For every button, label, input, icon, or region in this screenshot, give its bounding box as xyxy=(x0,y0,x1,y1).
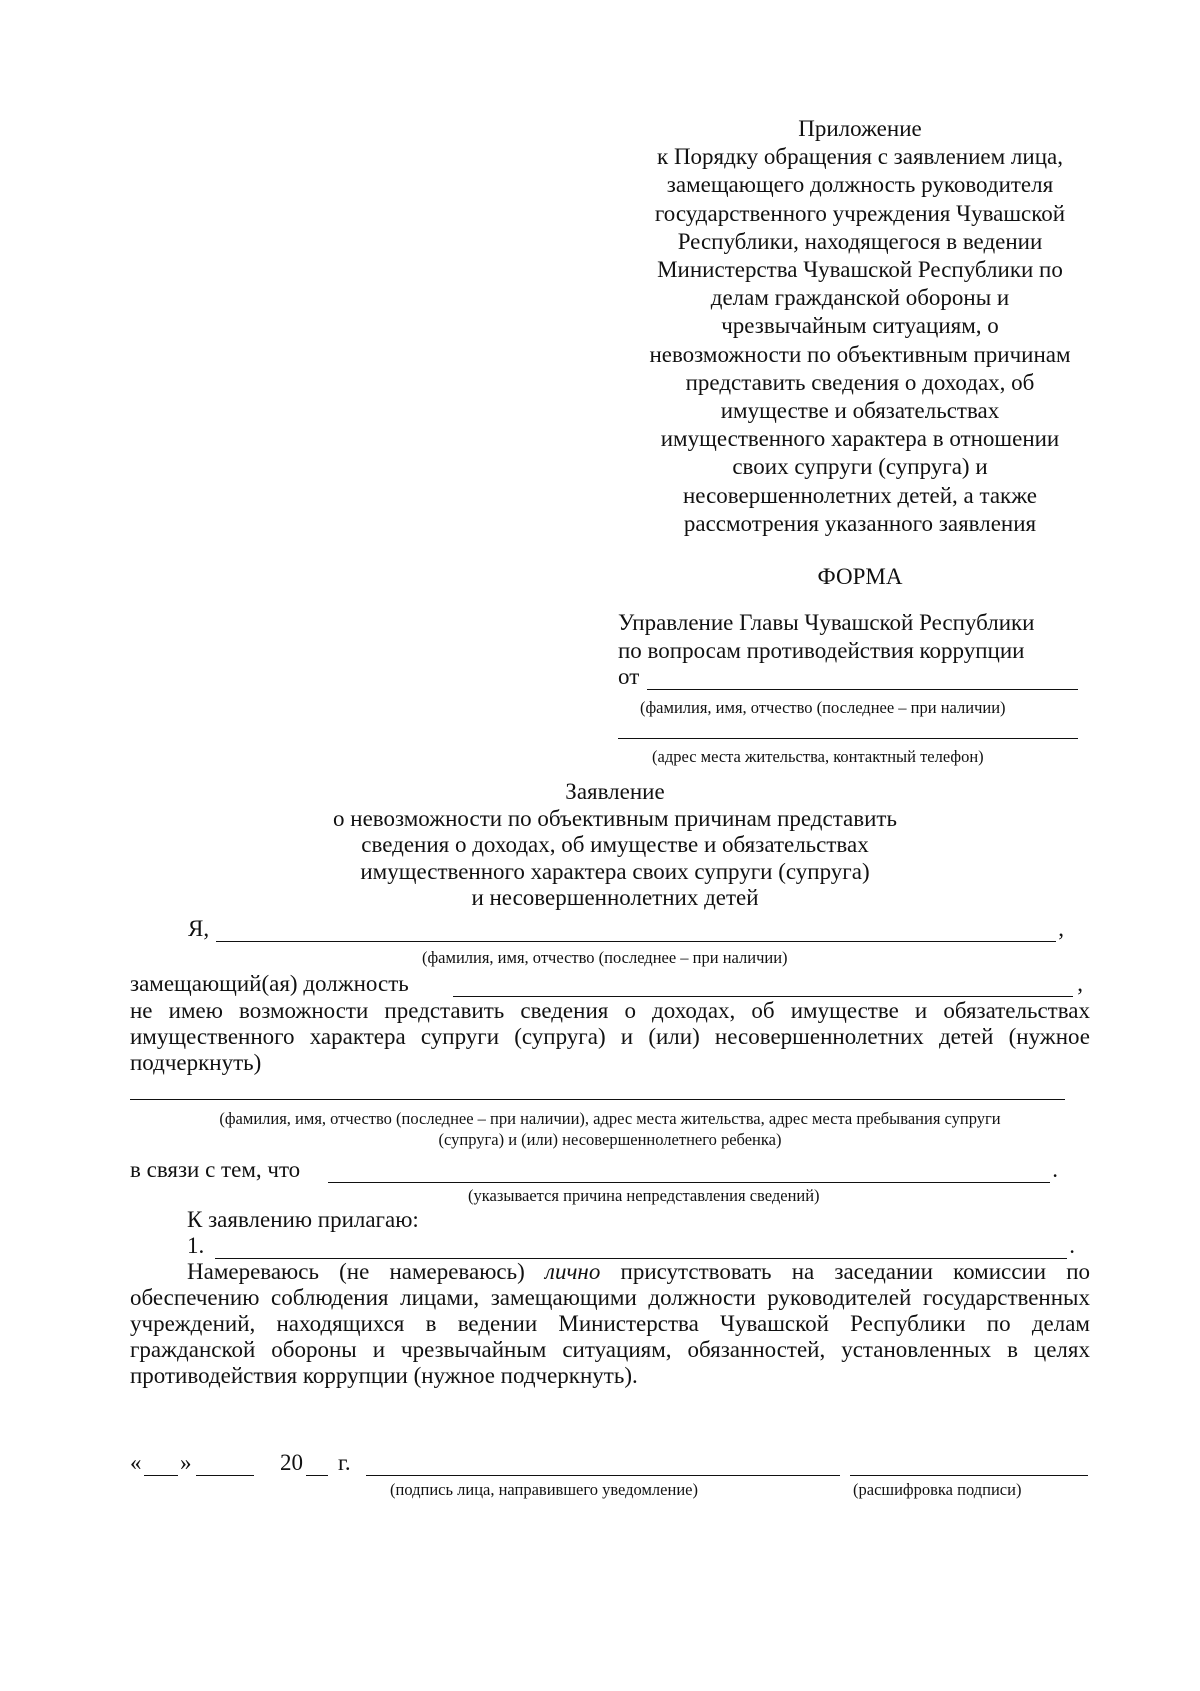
date-quote-close: » xyxy=(180,1450,192,1475)
reason-label: в связи с тем, что xyxy=(130,1157,301,1182)
family-caption xyxy=(130,1108,1090,1150)
reason-caption: (указывается причина непредставления сведений) xyxy=(468,1186,820,1205)
reason-period: . xyxy=(1052,1157,1058,1182)
appendix-line: к Порядку обращения с заявлением лица, xyxy=(657,144,1063,170)
statement-line: и несовершеннолетних детей xyxy=(471,885,759,911)
statement-title: Заявление xyxy=(565,779,665,804)
appendix-line: рассмотрения указанного заявления xyxy=(683,510,1037,536)
reason-row xyxy=(130,1157,1060,1185)
appendix-line: имущественного характера в отношении xyxy=(660,426,1060,452)
signature-caption: (подпись лица, направившего уведомление) xyxy=(390,1480,698,1499)
addressee xyxy=(618,609,1138,665)
reason-field[interactable] xyxy=(328,1182,1050,1183)
position-field[interactable] xyxy=(453,996,1073,997)
addressee-line-2: по вопросам противодействия коррупции xyxy=(618,638,1025,663)
signature-row xyxy=(130,1450,1090,1478)
appendix-line: делам гражданской обороны и xyxy=(710,285,1010,311)
intent-text-after: присутствовать на заседании комиссии по обеспечению соблюдения лицами, замещающими должности руководителей государственных учреждений, находящихся в ведении Министерства Чувашской Республики по делам гражданской обороны и чрезвычайным ситуациям, обязанностей, установленных в целях противодействия коррупции (нужное подчеркнуть). xyxy=(130,1259,1091,1388)
attach-heading xyxy=(187,1207,687,1235)
statement-line: имущественного характера своих супруги (супруга) xyxy=(360,858,870,884)
appendix-line: имуществе и обязательствах xyxy=(720,398,1000,424)
attach-item-number: 1. xyxy=(187,1233,205,1258)
form-label: ФОРМА xyxy=(817,564,903,589)
date-year-suffix: г. xyxy=(338,1450,351,1475)
appendix-line: государственного учреждения Чувашской xyxy=(654,200,1066,226)
from-name-caption: (фамилия, имя, отчество (последнее – при наличии) xyxy=(640,698,1006,717)
appendix-line: Республики, находящегося в ведении xyxy=(677,228,1043,254)
appendix-line: представить сведения о доходах, об xyxy=(685,369,1035,395)
appendix-line: невозможности по объективным причинам xyxy=(649,341,1071,367)
signature-decode-field[interactable] xyxy=(850,1475,1088,1476)
intent-text-before: Намереваюсь (не намереваюсь) xyxy=(187,1259,525,1284)
appendix-header xyxy=(600,115,1120,538)
i-row xyxy=(188,916,1068,944)
signature-field[interactable] xyxy=(366,1475,840,1476)
attach-label: К заявлению прилагаю: xyxy=(187,1207,419,1232)
appendix-line: несовершеннолетних детей, а также xyxy=(682,482,1038,508)
position-comma: , xyxy=(1077,971,1083,996)
appendix-line: чрезвычайным ситуациям, о xyxy=(721,313,999,339)
attach-item-period: . xyxy=(1069,1233,1075,1258)
from-label: от xyxy=(618,664,640,689)
intent-paragraph xyxy=(130,1259,1090,1389)
position-label: замещающий(ая) должность xyxy=(130,971,409,996)
date-quote-open: « xyxy=(130,1450,142,1475)
i-comma: , xyxy=(1058,916,1064,941)
appendix-line: Приложение xyxy=(798,116,922,141)
appendix-line: замещающего должность руководителя xyxy=(666,172,1054,198)
addressee-line-1: Управление Главы Чувашской Республики xyxy=(618,610,1035,635)
from-address-field[interactable] xyxy=(618,738,1078,739)
intent-text-italic: лично xyxy=(544,1259,601,1284)
date-year-field[interactable] xyxy=(306,1475,328,1476)
family-caption-line-1: (фамилия, имя, отчество (последнее – при наличии), адрес места жительства, адрес места пребывания супруги xyxy=(219,1109,1001,1128)
i-name-field[interactable] xyxy=(216,941,1056,942)
i-name-caption: (фамилия, имя, отчество (последнее – при наличии) xyxy=(422,948,788,967)
from-address-caption: (адрес места жительства, контактный телефон) xyxy=(652,747,984,766)
family-details-field[interactable] xyxy=(130,1099,1065,1100)
position-row xyxy=(130,971,1085,999)
statement-title-block xyxy=(250,779,980,912)
family-caption-line-2: (супруга) и (или) несовершеннолетнего ребенка) xyxy=(438,1130,782,1149)
appendix-line: Министерства Чувашской Республики по xyxy=(657,257,1063,283)
appendix-line: своих супруги (супруга) и xyxy=(732,454,988,480)
date-month-field[interactable] xyxy=(196,1475,254,1476)
decode-caption: (расшифровка подписи) xyxy=(853,1480,1022,1499)
attach-item-row xyxy=(187,1233,1077,1261)
from-row xyxy=(618,664,1078,692)
statement-line: о невозможности по объективным причинам представить xyxy=(333,805,897,831)
date-day-field[interactable] xyxy=(144,1475,178,1476)
unable-paragraph: не имею возможности представить сведения о доходах, об имуществе и обязательствах имущественного характера супруги (супруга) и (или) несовершеннолетних детей (нужное подчеркнуть) xyxy=(130,998,1090,1075)
from-name-field[interactable] xyxy=(647,689,1078,690)
date-year-prefix: 20 xyxy=(280,1450,303,1475)
statement-line: сведения о доходах, об имуществе и обязательствах xyxy=(361,832,869,858)
i-label: Я, xyxy=(188,916,210,941)
